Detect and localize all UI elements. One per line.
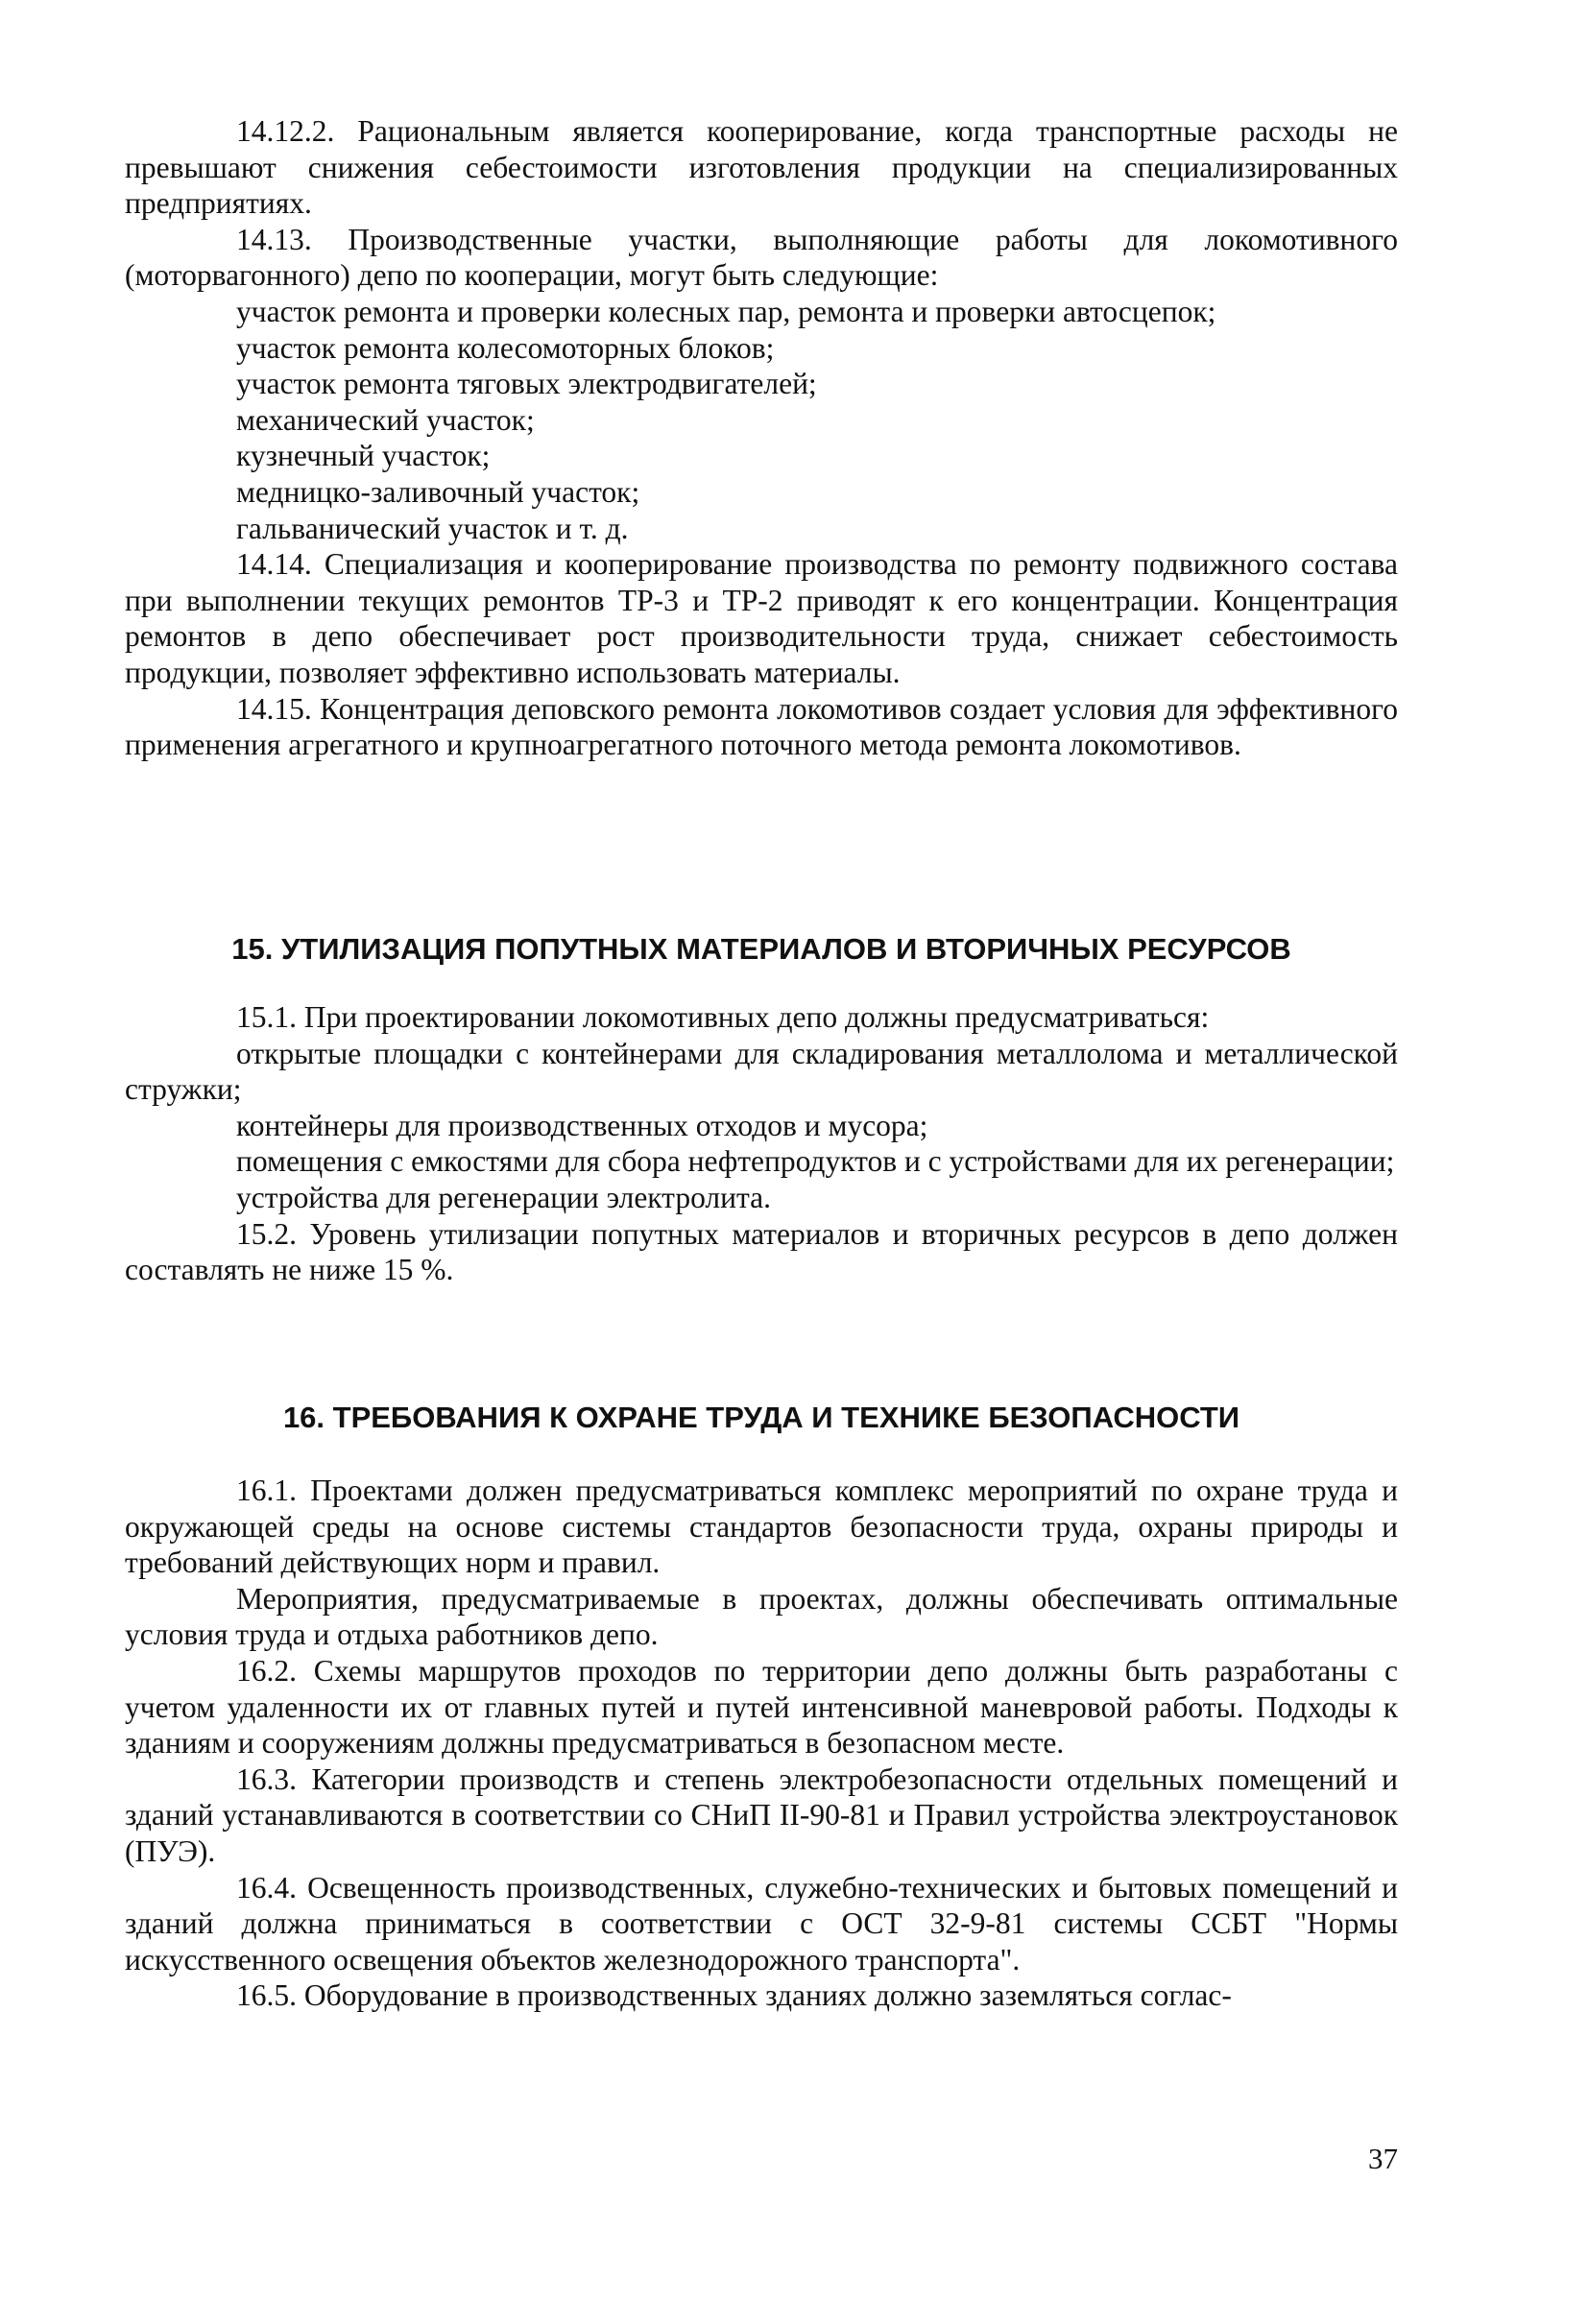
list-item: устройства для регенерации электролита. <box>236 1180 772 1214</box>
section-15-heading: 15. УТИЛИЗАЦИЯ ПОПУТНЫХ МАТЕРИАЛОВ И ВТОРИЧНЫХ РЕСУРСОВ <box>231 932 1291 966</box>
list-item: открытые площадки с контейнерами для складирования металлолома и металлической стружки; <box>125 1036 1398 1107</box>
paragraph-14-15: 14.15. Концентрация деповского ремонта локомотивов создает условия для эффективного применения агрегатного и крупноагрегатного поточного метода ремонта локомотивов. <box>125 691 1398 762</box>
list-item: контейнеры для производственных отходов и мусора; <box>236 1108 928 1142</box>
paragraph-16-1-b: Мероприятия, предусматриваемые в проектах, должны обеспечивать оптимальные условия труда и отдыха работников депо. <box>125 1581 1398 1652</box>
paragraph-16-3: 16.3. Категории производств и степень электробезопасности отдельных помещений и зданий устанавливаются в соответствии со СНиП II-90-81 и Правил устройства электроустановок (ПУЭ). <box>125 1761 1398 1868</box>
list-item: медницко-заливочный участок; <box>236 474 640 509</box>
section-15-text <box>125 999 1398 1288</box>
paragraph-16-5: 16.5. Оборудование в производственных зданиях должно заземляться соглас- <box>236 1978 1232 2013</box>
paragraph-15-2: 15.2. Уровень утилизации попутных материалов и вторичных ресурсов в депо должен составлять не ниже 15 %. <box>125 1216 1398 1287</box>
paragraph-14-13: 14.13. Производственные участки, выполняющие работы для локомотивного (моторвагонного) депо по кооперации, могут быть следующие: <box>125 222 1398 293</box>
page-number: 37 <box>1368 2142 1398 2175</box>
paragraph-16-4: 16.4. Освещенность производственных, служебно-технических и бытовых помещений и зданий должна приниматься в соответствии с ОСТ 32-9-81 системы ССБТ "Нормы искусственного освещения объектов железнодорожного транспорта". <box>125 1870 1398 1977</box>
section-16-heading: 16. ТРЕБОВАНИЯ К ОХРАНЕ ТРУДА И ТЕХНИКЕ БЕЗОПАСНОСТИ <box>282 1401 1240 1434</box>
paragraph-16-1: 16.1. Проектами должен предусматриваться комплекс мероприятий по охране труда и окружающей среды на основе системы стандартов безопасности труда, охраны природы и требований действующих норм и правил. <box>125 1473 1398 1580</box>
list-item: помещения с емкостями для сбора нефтепродуктов и с устройствами для их регенерации; <box>236 1144 1395 1179</box>
paragraph-14-12-2: 14.12.2. Рациональным является кооперирование, когда транспортные расходы не превышают снижения себестоимости изготовления продукции на специализированных предприятиях. <box>125 114 1398 221</box>
list-item: механический участок; <box>236 402 535 437</box>
paragraph-15-1: 15.1. При проектировании локомотивных депо должны предусматриваться: <box>236 1000 1210 1034</box>
list-item: участок ремонта и проверки колесных пар, ремонта и проверки автосцепок; <box>236 294 1216 328</box>
section-16-text <box>125 1473 1398 2014</box>
list-item: гальванический участок и т. д. <box>236 511 629 545</box>
list-item: участок ремонта колесомоторных блоков; <box>236 330 775 365</box>
list-item: участок ремонта тяговых электродвигателей; <box>236 367 817 401</box>
list-item: кузнечный участок; <box>236 439 491 473</box>
paragraph-14-14: 14.14. Специализация и кооперирование производства по ремонту подвижного состава при выполнении текущих ремонтов ТР-3 и ТР-2 приводят к его концентрации. Концентрация ремонтов в депо обеспечивает рост производительности труда, снижает себестоимость продукции, позволяет эффективно использовать материалы. <box>125 547 1398 689</box>
section-14-text <box>125 113 1398 763</box>
paragraph-16-2: 16.2. Схемы маршрутов проходов по территории депо должны быть разработаны с учетом удаленности их от главных путей и путей интенсивной маневровой работы. Подходы к зданиям и сооружениям должны предусматриваться в безопасном месте. <box>125 1653 1398 1761</box>
